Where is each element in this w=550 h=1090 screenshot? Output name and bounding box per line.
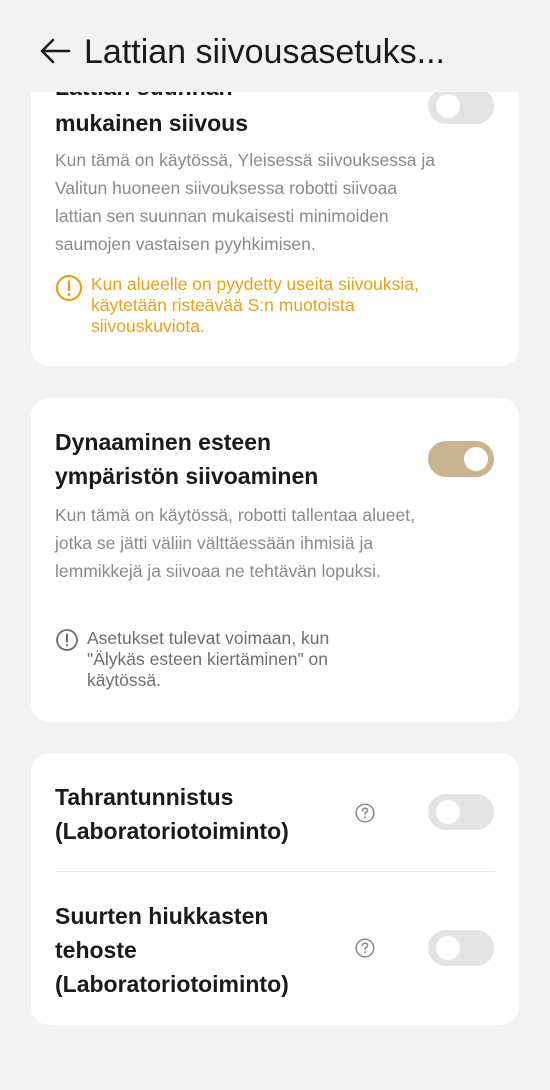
toggle-knob xyxy=(436,94,460,118)
dynamic-obstacle-toggle[interactable] xyxy=(428,441,494,477)
large-particle-help-icon[interactable] xyxy=(355,938,375,958)
dynamic-obstacle-description: Kun tämä on käytössä, robotti tallentaa alueet, jotka se jätti väliin välttäessään ihmisiä ja lemmikkejä ja siivoaa ne tehtävän lopuksi. xyxy=(55,505,415,581)
large-particle-title: Suurten hiukkasten tehoste (Laboratoriotoiminto) xyxy=(55,903,289,997)
dynamic-obstacle-title: Dynaaminen esteen ympäristön siivoaminen xyxy=(55,429,319,489)
arrow-left-icon xyxy=(39,37,71,65)
question-circle-icon xyxy=(355,803,375,823)
page-title: Lattian siivousasetuks... xyxy=(84,33,445,71)
floor-direction-warning xyxy=(55,274,465,337)
toggle-knob xyxy=(436,936,460,960)
top-bar xyxy=(0,0,550,92)
floor-direction-title-line2: mukainen siivous xyxy=(55,110,249,136)
dynamic-obstacle-info xyxy=(55,628,357,691)
divider xyxy=(55,871,495,872)
large-particle-toggle[interactable] xyxy=(428,930,494,966)
warning-icon xyxy=(55,274,83,302)
toggle-knob xyxy=(436,800,460,824)
question-circle-icon xyxy=(355,938,375,958)
toggle-knob xyxy=(464,447,488,471)
info-text: Asetukset tulevat voimaan, kun "Älykäs esteen kiertäminen" on käytössä. xyxy=(87,628,330,690)
stain-detection-toggle[interactable] xyxy=(428,794,494,830)
dynamic-obstacle-card xyxy=(31,398,519,722)
info-icon xyxy=(55,628,79,652)
warning-text: Kun alueelle on pyydetty useita siivouksia, käytetään risteävää S:n muotoista siivouskuviota. xyxy=(91,274,419,336)
floor-direction-description: Kun tämä on käytössä, Yleisessä siivouksessa ja Valitun huoneen siivouksessa robotti siivoaa lattian sen suunnan mukaisesti minimoiden saumojen vastaisen pyyhkimisen. xyxy=(55,150,436,254)
floor-direction-toggle[interactable] xyxy=(428,88,494,124)
stain-detection-help-icon[interactable] xyxy=(355,803,375,823)
lab-features-card xyxy=(31,753,519,1025)
stain-detection-title: Tahrantunnistus (Laboratoriotoiminto) xyxy=(55,784,289,844)
back-button[interactable] xyxy=(38,34,72,68)
